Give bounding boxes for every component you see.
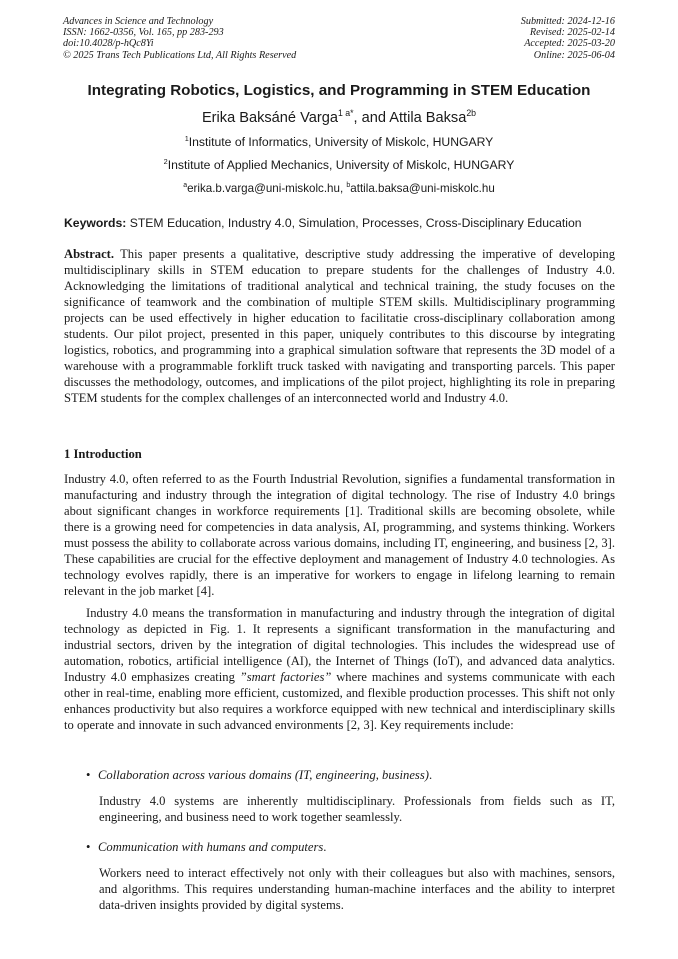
abstract [64,246,615,406]
author-2-sup: 2b [466,108,477,119]
abstract-text: This paper presents a qualitative, descriptive study addressing the imperative of developing multidisciplinary skills in STEM education to prepare students for the challenges of Industry 4.0. Acknowledging the limitations of traditional analytical and technical training, the study focuses on the significance of teamwork and the combination of multiple STEM skills. Multidisciplinary programming projects can be used effectively in higher education to facilitatie cross-disciplinary collaboration among students. Our pilot project, presented in this paper, uniquely contributes to this discourse by integrating logistics, robotics, and programming into a graphical simulation software that represents the 3D model of a warehouse with a programmable forklift truck tasked with navigating and transporting parcels. This paper discusses the methodology, outcomes, and implications of the pilot project, highlighting its role in preparing STEM students for the complex challenges of an interconnected world and Industry 4.0. [64,247,615,405]
email-b-sup: b [346,182,351,190]
journal-name: Advances in Science and Technology [63,16,214,27]
affiliation-2-sup: 2 [163,156,168,166]
author-1: Erika Baksáné Varga [201,110,338,126]
intro-para-2-b: where machines and systems communicate with each other in real-time, enabling more efficient, customized, and flexible production processes. This shift not only enhances productivity but also requires a workforce equipped with new technical and interdisciplinary skills to operate and innovate in such advanced environments [2, 3]. Key requirements include: [64,670,615,732]
copyright: © 2025 Trans Tech Publications Ltd, All Rights Reserved [63,49,297,61]
section-heading-introduction: 1 Introduction [64,447,142,461]
submitted-date: Submitted: 2024-12-16 [520,16,615,27]
intro-para-2-emphasis: ”smart factories” [239,670,332,684]
bullet-1-title: Collaboration across various domains (IT, engineering, business) [98,768,429,782]
affiliation-1-text: Institute of Informatics, University of Miskolc, HUNGARY [188,135,494,149]
affiliation-2-text: Institute of Applied Mechanics, University of Miskolc, HUNGARY [167,158,515,172]
email-a-sup: a [183,182,188,190]
bullet-dot-icon: • [86,840,91,854]
introduction-paragraph-1 [64,471,615,599]
intro-para-1-text: Industry 4.0, often referred to as the Fourth Industrial Revolution, signifies a fundamental transformation in manufacturing and industry through the integration of digital technology. The rise of Industry 4.0 brings about significant changes in workforce requirements [1]. Traditional skills are becoming obsolete, while there is a growing need for competencies in data analysis, AI, programming, and systems thinking. Workers must possess the ability to collaborate across various domains, including IT, engineering, and business [2, 3]. These capabilities are crucial for the effective deployment and management of Industry 4.0 technologies. As technology evolves rapidly, there is an imperative for workers to engage in lifelong learning to remain relevant in the job market [4]. [64,472,615,598]
author-2: Attila Baksa [389,110,467,126]
introduction-paragraph-2 [64,605,615,733]
publication-dates [521,16,615,61]
author-connector: , and [353,110,390,126]
bullet-2-label: • Communication with humans and computers. [86,840,327,854]
accepted-date: Accepted: 2025-03-20 [524,38,615,50]
keywords-text: STEM Education, Industry 4.0, Simulation, Processes, Cross-Disciplinary Education [126,216,582,230]
issn: ISSN: 1662-0356, Vol. 165, pp 283-293 [63,27,224,39]
author-emails [0,182,678,195]
author-line [0,110,678,126]
email-b[interactable]: attila.baksa@uni-miskolc.hu [350,182,495,195]
intro-para-2-a: Industry 4.0 means the transformation in manufacturing and industry through the integration of digital technology as depicted in Fig. 1. It represents a significant transformation in the manufacturing and industrial sectors, driven by the integration of digital technologies. This includes the widespread use of automation, robotics, artificial intelligence (AI), the Internet of Things (IoT), and advanced data analytics. Industry 4.0 emphasizes creating [64,606,615,684]
abstract-label: Abstract. [64,247,115,261]
paper-title: Integrating Robotics, Logistics, and Programming in STEM Education [87,82,591,99]
email-separator: , [339,182,347,195]
author-1-sup: 1 a* [337,108,354,119]
affiliation-1-sup: 1 [184,133,189,143]
online-date: Online: 2025-06-04 [533,49,615,61]
keywords [64,216,616,230]
bullet-2-text: Workers need to interact effectively not only with their colleagues but also with machines, sensors, and algorithms. This requires understanding human-machine interfaces and the ability to interpret data-driven insights provided by digital systems. [99,866,615,912]
revised-date: Revised: 2025-02-14 [529,27,615,39]
bullet-2-title: Communication with humans and computers [98,840,324,854]
journal-info [63,16,296,61]
keywords-label: Keywords: [64,216,127,230]
email-a[interactable]: erika.b.varga@uni-miskolc.hu [187,182,340,195]
bullet-dot-icon: • [86,768,91,782]
bullet-1-label: • Collaboration across various domains (IT, engineering, business). [86,768,433,782]
bullet-1-text: Industry 4.0 systems are inherently multidisciplinary. Professionals from fields such as IT, engineering, and business need to work together seamlessly. [99,794,615,824]
affiliation-1 [0,135,678,149]
doi[interactable]: doi:10.4028/p-hQc8Yi [63,38,154,50]
affiliation-2 [0,158,678,172]
